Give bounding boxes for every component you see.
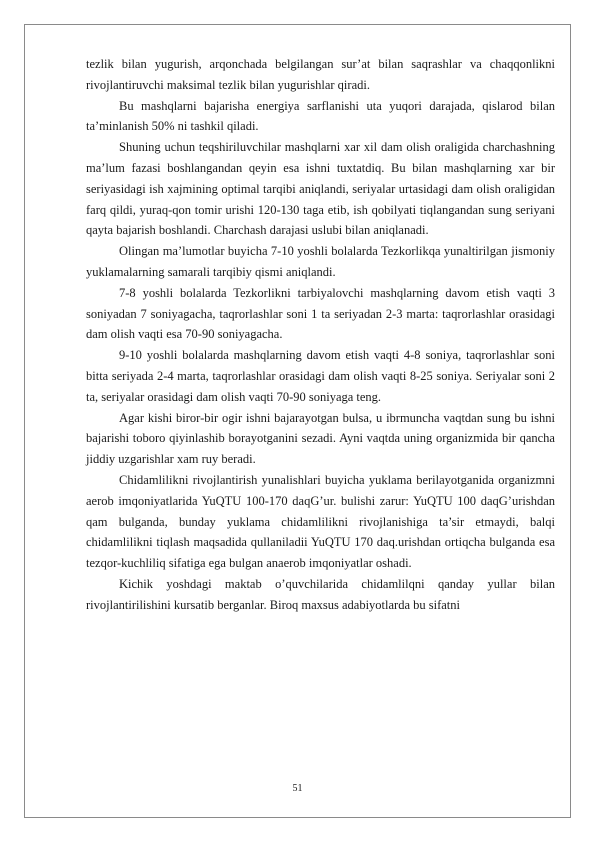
paragraph-6: 9-10 yoshli bolalarda mashqlarning davom etish vaqti 4-8 soniya, taqrorlashlar soni bitta seriyada 2-4 marta, taqrorlashlar orasidagi dam olish vaqti 8-25 soniya. Seriyalar soni 2 ta, seriyalar orasidagi dam olish vaqti 70-90 soniyaga teng. xyxy=(86,348,555,404)
paragraph-3: Shuning uchun teqshiriluvchilar mashqlarni xar xil dam olish oraligida charchashning ma’lum fazasi boshlangandan qeyin esa ishni tuxtatdiq. Bu bilan mashqlarning xar bir seriyasidagi ish xajmining optimal tarqibi aniqlandi, seriyalar urtasidagi dam olish oraligidan farq qildi, yuraq-qon tomir urishi 120-130 taga etib, ish qobilyati tiqlangandan sung seriyani qayta bajarish boshlandi. Charchash darajasi uslubi bilan aniqlanadi. xyxy=(86,140,555,238)
body-text xyxy=(86,54,555,616)
paragraph-2: Bu mashqlarni bajarisha energiya sarflanishi uta yuqori darajada, qislarod bilan ta’minlanish 50% ni tashkil qiladi. xyxy=(86,98,555,134)
paragraph-1: tezlik bilan yugurish, arqonchada belgilangan sur’at bilan saqrashlar va chaqqonlikni rivojlantiruvchi maksimal tezlik bilan yugurishlar qiradi. xyxy=(86,57,555,92)
paragraph-5: 7-8 yoshli bolalarda Tezkorlikni tarbiyalovchi mashqlarning davom etish vaqti 3 soniyadan 7 soniyagacha, taqrorlashlar soni 1 ta seriyadan 2-3 marta: taqrorlashlar orasidagi dam olish vaqti esa 70-90 soniyagacha. xyxy=(86,285,555,342)
paragraph-9: Kichik yoshdagi maktab o’quvchilarida chidamlilqni qanday yullar bilan rivojlantirilishini kursatib berganlar. Biroq maxsus adabiyotlarda bu sifatni xyxy=(86,576,555,612)
paragraph-7: Agar kishi biror-bir ogir ishni bajarayotgan bulsa, u ibrmuncha vaqtdan sung bu ishni bajarishi toboro qiyinlashib borayotganini sezadi. Ayni vaqtda uning organizmida bir qancha jiddiy uzgarishlar xam ruy beradi. xyxy=(86,410,555,467)
paragraph-4: Olingan ma’lumotlar buyicha 7-10 yoshli bolalarda Tezkorlikqa yunaltirilgan jismoniy yuklamalarning samarali tarqibiy qismi aniqlandi. xyxy=(86,244,555,279)
paragraph-8: Chidamlilikni rivojlantirish yunalishlari buyicha yuklama berilayotganida organizmni aerob imqoniyatlarida YuQTU 100-170 daqG’ur. bulishi zarur: YuQTU 100 daqG’urishdan qam bulganda, bunday yuklama chidamlilikni rivojlanishiga ta’sir etmaydi, balqi chidamlilikni tiqlash maqsadida qullaniladii YuQTU 170 daq.urishdan ortiqcha bulganda esa tezqor-kuchliliq sifatiga ega bulgan anaerob imqoniyatlar oshadi. xyxy=(86,472,555,571)
page-number: 51 xyxy=(292,783,303,794)
